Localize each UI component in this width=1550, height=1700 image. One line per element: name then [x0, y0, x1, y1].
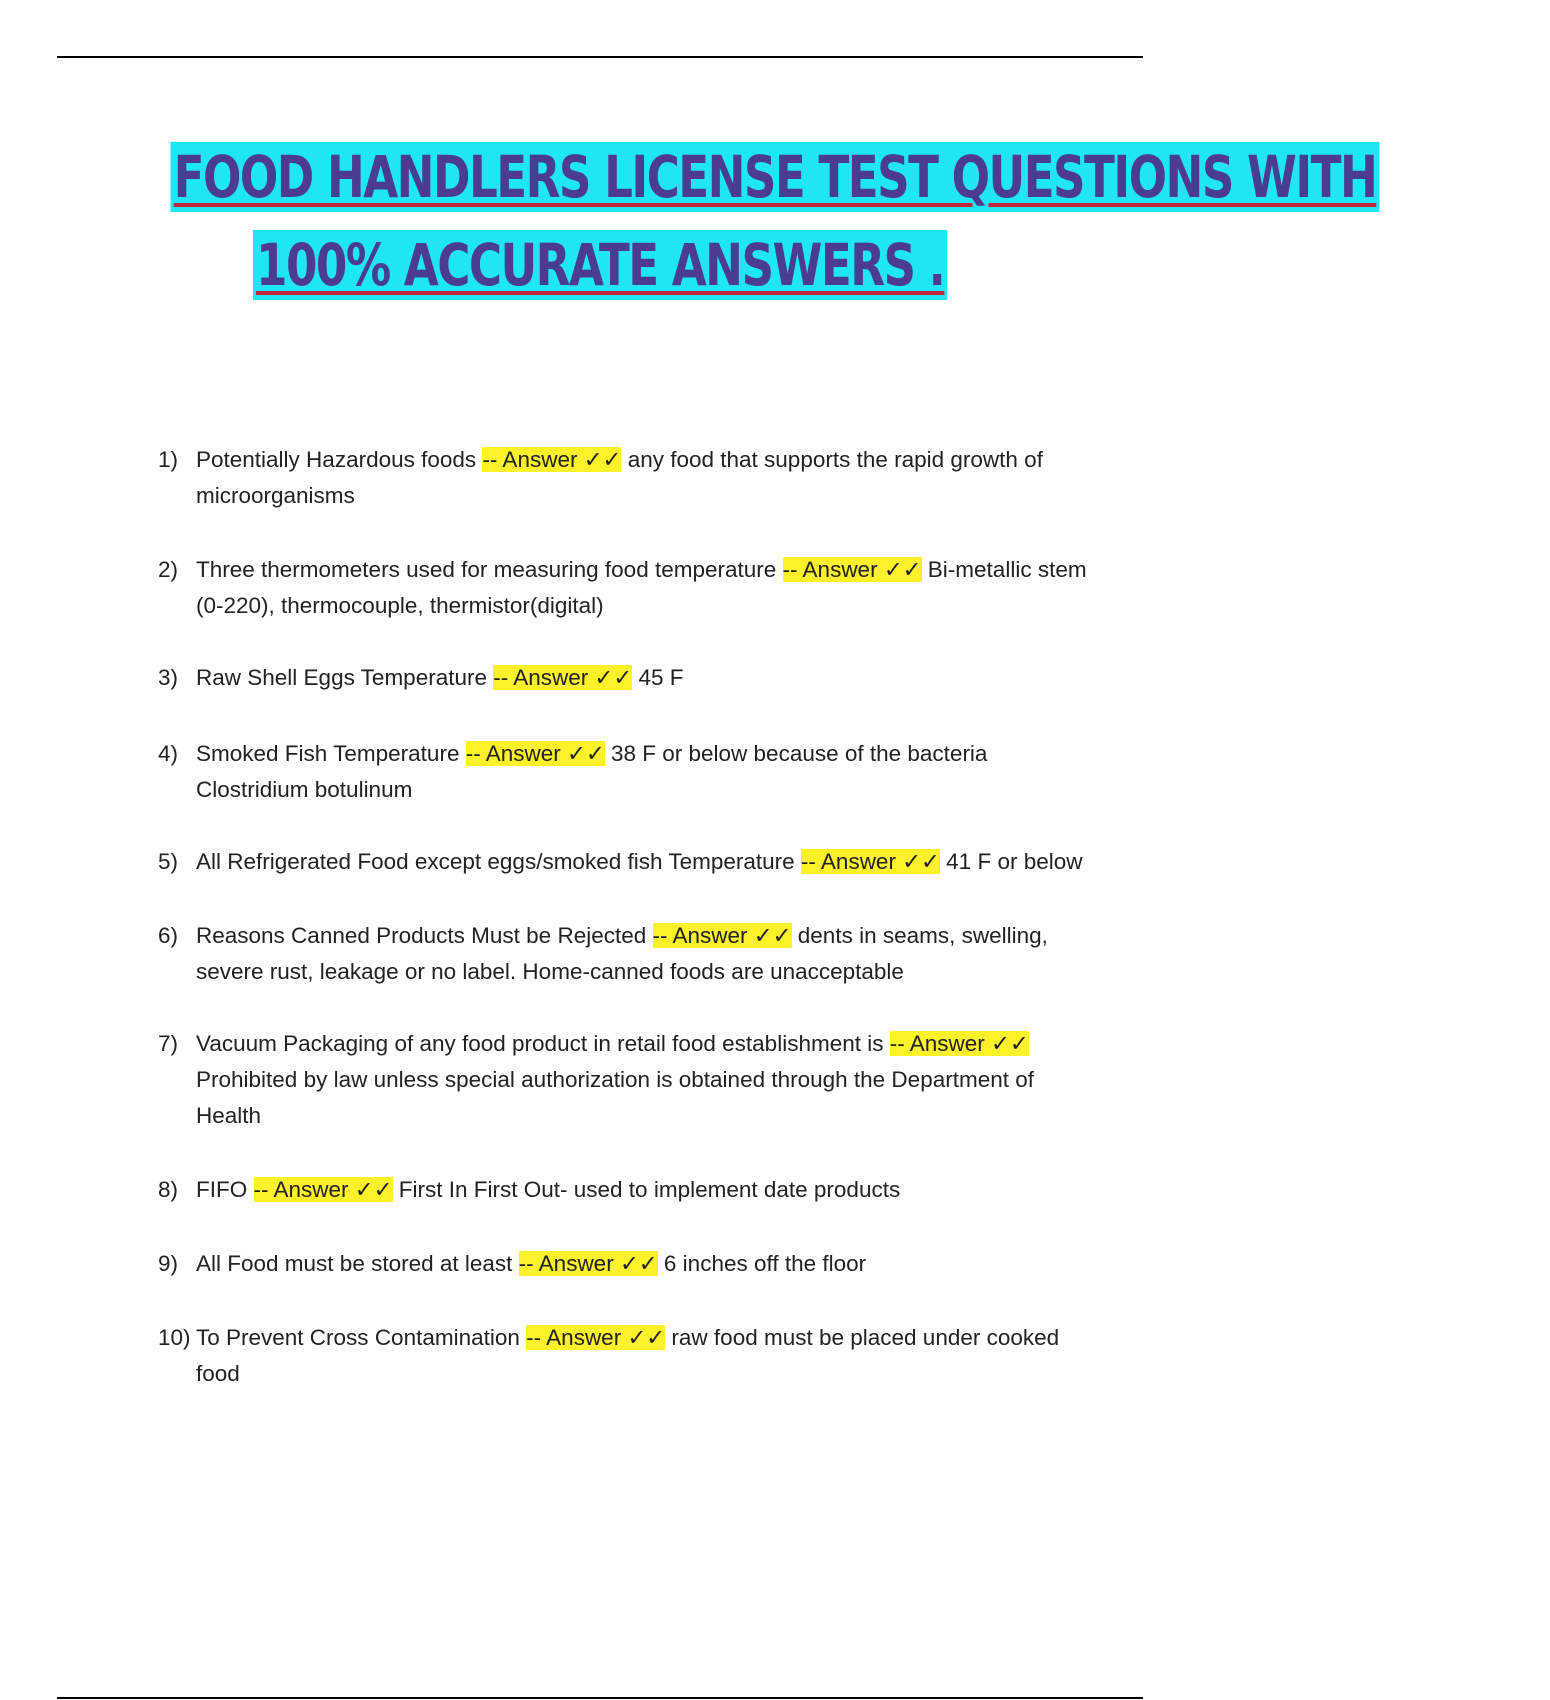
answer-marker: -- Answer ✓✓ [782, 557, 922, 582]
item-number: 9) [158, 1251, 179, 1276]
answer-text: 6 inches off the floor [663, 1251, 867, 1276]
qa-item [158, 660, 1088, 696]
document-title [0, 142, 1377, 300]
title-line-1: FOOD HANDLERS LICENSE TEST QUESTIONS WITH [170, 142, 1379, 212]
qa-item [158, 1320, 1088, 1392]
answer-text: 45 F [638, 665, 684, 690]
question-text: Smoked Fish Temperature [196, 741, 460, 766]
question-text: All Refrigerated Food except eggs/smoked fish Temperature [196, 849, 795, 874]
question-list [158, 442, 1088, 1392]
question-text: FIFO [196, 1177, 248, 1202]
question-text: Vacuum Packaging of any food product in retail food establishment is [196, 1031, 884, 1056]
answer-text: dents in seams, swelling, severe rust, leakage or no label. Home-canned foods are unacceptable [196, 923, 1048, 984]
answer-text: Bi-metallic stem (0-220), thermocouple, thermistor(digital) [196, 557, 1087, 618]
qa-item [158, 844, 1088, 880]
qa-item [158, 1172, 1088, 1208]
question-text: To Prevent Cross Contamination [196, 1325, 520, 1350]
qa-item [158, 442, 1088, 514]
answer-text: First In First Out- used to implement date products [398, 1177, 901, 1202]
qa-item [158, 552, 1088, 624]
item-number: 3) [158, 665, 179, 690]
question-text: All Food must be stored at least [196, 1251, 513, 1276]
item-number: 8) [158, 1177, 179, 1202]
qa-item [158, 736, 1088, 808]
question-text: Potentially Hazardous foods [196, 447, 477, 472]
answer-text: raw food must be placed under cooked food [196, 1325, 1060, 1386]
answer-text: Prohibited by law unless special authorization is obtained through the Department of Health [196, 1067, 1035, 1128]
item-number: 1) [158, 447, 179, 472]
top-rule [57, 56, 1143, 58]
question-text: Reasons Canned Products Must be Rejected [196, 923, 647, 948]
answer-marker: -- Answer ✓✓ [526, 1325, 666, 1350]
answer-marker: -- Answer ✓✓ [465, 741, 605, 766]
item-number: 6) [158, 923, 179, 948]
answer-text: any food that supports the rapid growth of microorganisms [196, 447, 1043, 508]
question-text: Raw Shell Eggs Temperature [196, 665, 487, 690]
qa-item [158, 1246, 1088, 1282]
item-number: 10) [158, 1325, 191, 1350]
item-number: 4) [158, 741, 179, 766]
answer-marker: -- Answer ✓✓ [493, 665, 633, 690]
answer-marker: -- Answer ✓✓ [800, 849, 940, 874]
qa-item [158, 1026, 1088, 1134]
question-text: Three thermometers used for measuring food temperature [196, 557, 777, 582]
title-line-2: 100% ACCURATE ANSWERS . [253, 230, 947, 300]
answer-marker: -- Answer ✓✓ [518, 1251, 658, 1276]
item-number: 5) [158, 849, 179, 874]
answer-marker: -- Answer ✓✓ [253, 1177, 393, 1202]
answer-marker: -- Answer ✓✓ [889, 1031, 1029, 1056]
answer-text: 41 F or below [946, 849, 1083, 874]
answer-text: 38 F or below because of the bacteria Clostridium botulinum [196, 741, 988, 802]
answer-marker: -- Answer ✓✓ [482, 447, 622, 472]
answer-marker: -- Answer ✓✓ [652, 923, 792, 948]
bottom-rule [57, 1697, 1143, 1699]
qa-item [158, 918, 1088, 990]
item-number: 2) [158, 557, 179, 582]
item-number: 7) [158, 1031, 179, 1056]
